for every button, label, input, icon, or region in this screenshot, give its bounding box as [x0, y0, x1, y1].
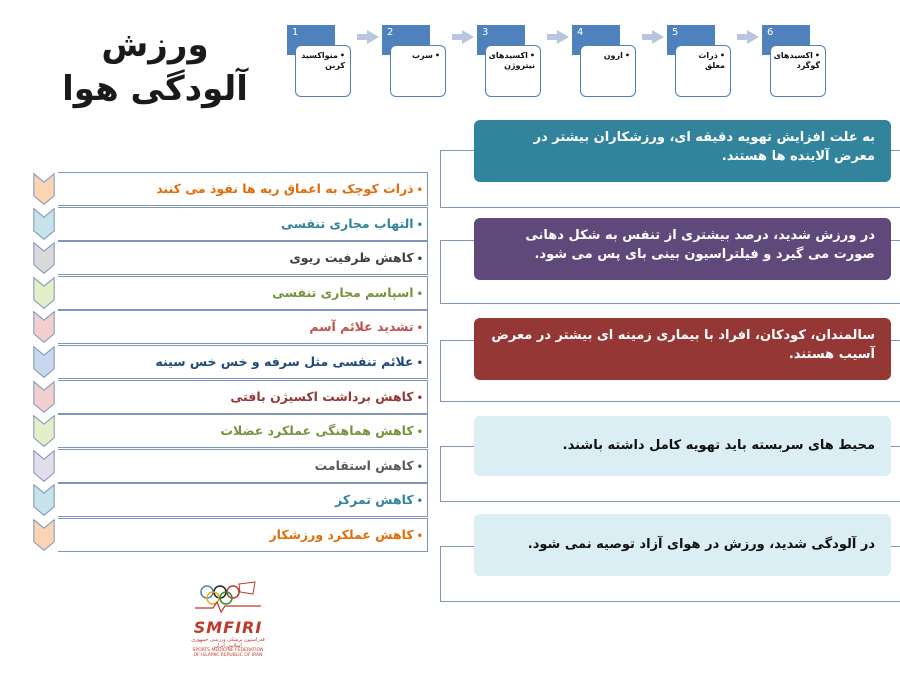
effect-text: کاهش استقامت: [314, 458, 414, 473]
effect-text: علائم تنفسی مثل سرفه و خس خس سینه: [155, 354, 414, 369]
effect-item: [58, 276, 428, 310]
effect-item: [58, 380, 428, 414]
bullet-icon: •: [416, 427, 423, 438]
chevron-down-icon: [30, 172, 58, 206]
bullet-icon: •: [434, 51, 440, 60]
bullet-icon: •: [416, 531, 423, 542]
effect-text: کاهش برداشت اکسیژن بافتی: [230, 389, 414, 404]
effect-text: ذرات کوچک به اعماق ریه ها نفوذ می کنند: [156, 181, 414, 196]
chevron-down-icon: [30, 483, 58, 517]
step-number: 3: [477, 25, 525, 55]
chevron-down-icon: [30, 414, 58, 448]
step-label: منواکسید کربن: [301, 51, 345, 71]
effect-text: کاهش هماهنگی عملکرد عضلات: [220, 423, 414, 438]
step-6: [762, 25, 820, 97]
logo-brand: SMFIRI: [193, 618, 263, 637]
effect-item: [58, 345, 428, 379]
logo-en-line2: OF ISLAMIC REPUBLIC OF IRAN: [193, 652, 263, 658]
step-box: [390, 45, 446, 97]
effect-item: [58, 518, 428, 552]
bullet-icon: •: [529, 51, 535, 60]
bullet-icon: •: [416, 323, 423, 334]
chevron-down-icon: [30, 449, 58, 483]
chevron-down-icon: [30, 276, 58, 310]
effect-item: [58, 414, 428, 448]
logo-en-line1: SPORTS MEDICINE FEDERATION: [192, 648, 264, 653]
step-box: [485, 45, 541, 97]
bullet-icon: •: [416, 254, 423, 265]
step-1: [287, 25, 345, 97]
effect-text: التهاب مجاری تنفسی: [281, 216, 414, 231]
step-number: 1: [287, 25, 335, 55]
step-arrow-icon: [462, 30, 474, 44]
step-number: 4: [572, 25, 620, 55]
step-box: [770, 45, 826, 97]
page-title-line2: آلودگی هوا: [62, 69, 248, 109]
effect-text: کاهش ظرفیت ریوی: [289, 250, 414, 265]
bullet-icon: •: [719, 51, 725, 60]
note-box: در ورزش شدید، درصد بیشتری از تنفس به شکل دهانی صورت می گیرد و فیلتراسیون بینی بای پس می شود.: [474, 218, 891, 280]
effect-text: تشدید علائم آسم: [309, 319, 414, 334]
step-arrow-icon: [747, 30, 759, 44]
effect-item: [58, 483, 428, 517]
step-label: اکسیدهای نیتروژن: [488, 51, 535, 71]
effect-item: [58, 310, 428, 344]
bullet-icon: •: [814, 51, 820, 60]
chevron-down-icon: [30, 380, 58, 414]
bullet-icon: •: [339, 51, 345, 60]
note-box: سالمندان، کودکان، افراد با بیماری زمینه ای بیشتر در معرض آسیب هستند.: [474, 318, 891, 380]
bullet-icon: •: [624, 51, 630, 60]
page-title-line1: ورزش: [101, 25, 209, 65]
step-number: 6: [762, 25, 810, 55]
rings-icon: [193, 580, 263, 614]
bullet-icon: •: [416, 496, 423, 507]
federation-logo: [183, 580, 273, 670]
effect-item: [58, 172, 428, 206]
step-2: [382, 25, 440, 97]
note-box: در آلودگی شدید، ورزش در هوای آزاد توصیه نمی شود.: [474, 514, 891, 576]
chevron-down-icon: [30, 310, 58, 344]
bullet-icon: •: [416, 393, 423, 404]
effect-item: [58, 207, 428, 241]
effect-text: کاهش تمرکز: [335, 492, 414, 507]
logo-fa-text: فدراسیون پزشکی ورزشی جمهوری اسلامی ایران: [191, 637, 265, 649]
step-number: 5: [667, 25, 715, 55]
note-box: به علت افزایش تهویه دقیقه ای، ورزشکاران بیشتر در معرض آلاینده ها هستند.: [474, 120, 891, 182]
step-label: سرب: [411, 51, 433, 60]
bullet-icon: •: [416, 220, 423, 231]
bullet-icon: •: [416, 358, 423, 369]
bullet-icon: •: [416, 462, 423, 473]
effect-text: کاهش عملکرد ورزشکار: [269, 527, 414, 542]
step-box: [295, 45, 351, 97]
step-3: [477, 25, 535, 97]
note-box: محیط های سربسته باید تهویه کامل داشته باشند.: [474, 416, 891, 476]
bullet-icon: •: [416, 185, 423, 196]
step-arrow-icon: [367, 30, 379, 44]
step-arrow-icon: [557, 30, 569, 44]
step-box: [675, 45, 731, 97]
step-label: ازون: [603, 51, 623, 60]
effect-item: [58, 449, 428, 483]
step-label: ذرات معلق: [698, 51, 725, 71]
bullet-icon: •: [416, 289, 423, 300]
chevron-down-icon: [30, 345, 58, 379]
chevron-down-icon: [30, 518, 58, 552]
step-label: اکسیدهای گوگرد: [773, 51, 820, 71]
chevron-down-icon: [30, 241, 58, 275]
step-5: [667, 25, 725, 97]
effect-item: [58, 241, 428, 275]
step-4: [572, 25, 630, 97]
chevron-down-icon: [30, 207, 58, 241]
step-number: 2: [382, 25, 430, 55]
step-box: [580, 45, 636, 97]
effect-text: اسپاسم مجاری تنفسی: [272, 285, 414, 300]
step-arrow-icon: [652, 30, 664, 44]
